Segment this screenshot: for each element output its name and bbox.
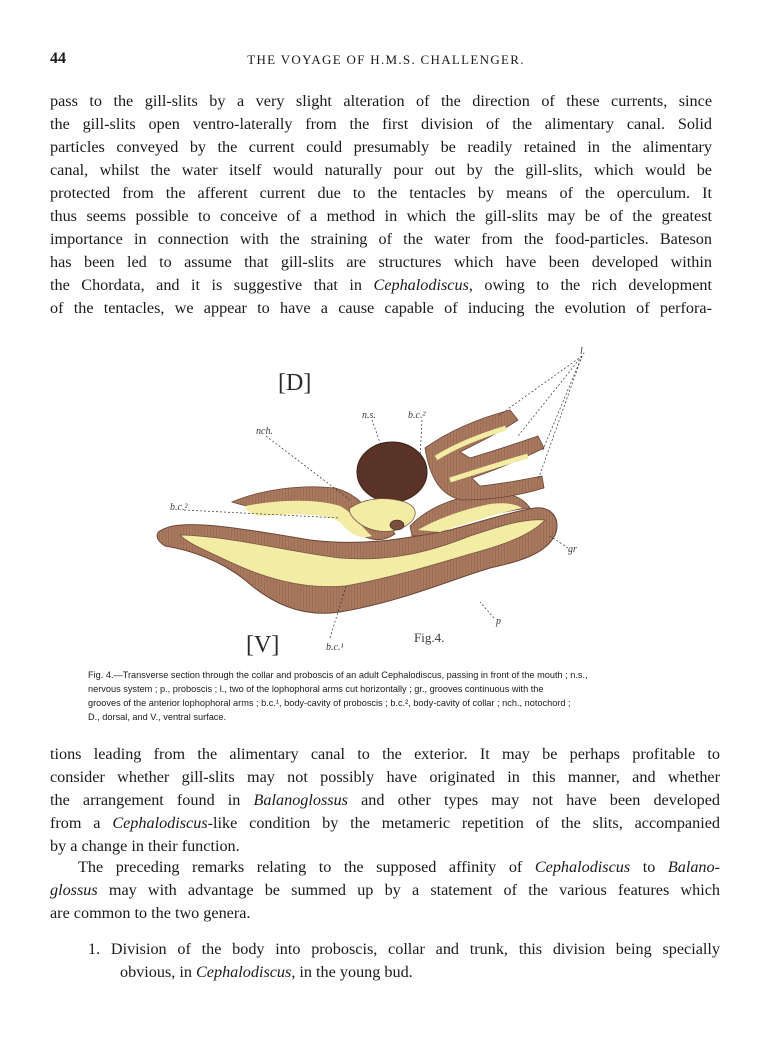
page-header bbox=[50, 50, 722, 72]
text-line: from a Cephalodiscus-like condition by the metameric repetition of the slits, accompanied bbox=[50, 814, 720, 832]
label-p: p bbox=[496, 616, 501, 627]
text-line: particles conveyed by the current could presumably be readily retained in the alimentary bbox=[50, 138, 712, 156]
genus-name: Cephalodiscus bbox=[196, 963, 292, 981]
list-number: 1. bbox=[88, 940, 101, 958]
label-nch: nch. bbox=[256, 426, 273, 437]
caption-line: Fig. 4.—Transverse section through the collar and proboscis of an adult Cephalodiscus, passing in front of the mouth ; n.s., bbox=[88, 670, 588, 680]
label-bc2-left: b.c.² bbox=[170, 502, 188, 513]
figure-4 bbox=[150, 340, 610, 660]
dorsal-label: [D] bbox=[278, 370, 312, 396]
paragraph-1 bbox=[50, 90, 712, 320]
genus-name: Cephalodiscus bbox=[112, 814, 208, 832]
running-title: THE VOYAGE OF H.M.S. CHALLENGER. bbox=[247, 52, 525, 67]
caption-line: D., dorsal, and V., ventral surface. bbox=[88, 712, 227, 722]
text-line: has been led to assume that gill-slits are structures which have been developed within bbox=[50, 253, 712, 271]
text-line: thus seems possible to conceive of a method in which the gill-slits may be of the greatest bbox=[50, 207, 712, 225]
caption-line: nervous system ; p., proboscis ; l., two of the lophophoral arms cut horizontally ; gr., grooves continuous with the bbox=[88, 684, 544, 694]
text-line: are common to the two genera. bbox=[50, 904, 251, 922]
paragraph-3 bbox=[50, 856, 720, 925]
text-line: consider whether gill-slits may not possibly have originated in this manner, and whether bbox=[50, 768, 720, 786]
text-line: glossus may with advantage be summed up by a statement of the various features which bbox=[50, 881, 720, 899]
text-line: pass to the gill-slits by a very slight alteration of the direction of these currents, since bbox=[50, 92, 712, 110]
species-name: Cephalodiscus bbox=[373, 276, 469, 294]
figure-number: Fig.4. bbox=[414, 630, 445, 645]
text-line: importance in connection with the straining of the water from the food-particles. Bateson bbox=[50, 230, 712, 248]
notochord bbox=[390, 520, 404, 530]
text-line: the arrangement found in Balanoglossus and other types may not have been developed bbox=[50, 791, 720, 809]
text-line: The preceding remarks relating to the supposed affinity of Cephalodiscus to Balano- bbox=[78, 858, 720, 876]
ventral-label: [V] bbox=[246, 632, 280, 658]
text-line: the gill-slits open ventro-laterally from the first division of the alimentary canal. Solid bbox=[50, 115, 712, 133]
label-ns: n.s. bbox=[362, 410, 376, 421]
text-line: by a change in their function. bbox=[50, 837, 240, 855]
text-line: tions leading from the alimentary canal to the exterior. It may be perhaps profitable to bbox=[50, 745, 720, 763]
nervous-system-mass bbox=[357, 442, 427, 502]
text-line: 1. Division of the body into proboscis, collar and trunk, this division being specially bbox=[88, 940, 720, 958]
figure-caption bbox=[88, 668, 684, 724]
text-line: protected from the afferent current due to the tentacles by means of the operculum. It bbox=[50, 184, 712, 202]
caption-line: grooves of the anterior lophophoral arms ; b.c.¹, body-cavity of proboscis ; b.c.², body-cavity of collar ; nch., notochord ; bbox=[88, 698, 571, 708]
genus-name: Balanoglossus bbox=[253, 791, 348, 809]
text-line: canal, whilst the water itself would naturally pour out by the gill-slits, which would be bbox=[50, 161, 712, 179]
text-line: of the tentacles, we appear to have a cause capable of inducing the evolution of perfora- bbox=[50, 299, 712, 317]
list-item bbox=[88, 938, 720, 984]
paragraph-2 bbox=[50, 743, 720, 858]
genus-name: Cephalodiscus bbox=[534, 858, 631, 876]
genus-name: Balano- bbox=[667, 858, 720, 876]
page-number: 44 bbox=[50, 50, 66, 67]
label-bc1: b.c.¹ bbox=[326, 642, 344, 653]
label-gr: gr bbox=[568, 544, 577, 555]
label-bc2-top: b.c.² bbox=[408, 410, 426, 421]
genus-name: glossus bbox=[50, 881, 98, 899]
label-l: l. bbox=[580, 346, 586, 357]
cephalodiscus-section-drawing bbox=[150, 340, 610, 660]
text-line: the Chordata, and it is suggestive that in Cephalodiscus, owing to the rich development bbox=[50, 276, 712, 294]
text-line: obvious, in Cephalodiscus, in the young bud. bbox=[120, 963, 413, 981]
